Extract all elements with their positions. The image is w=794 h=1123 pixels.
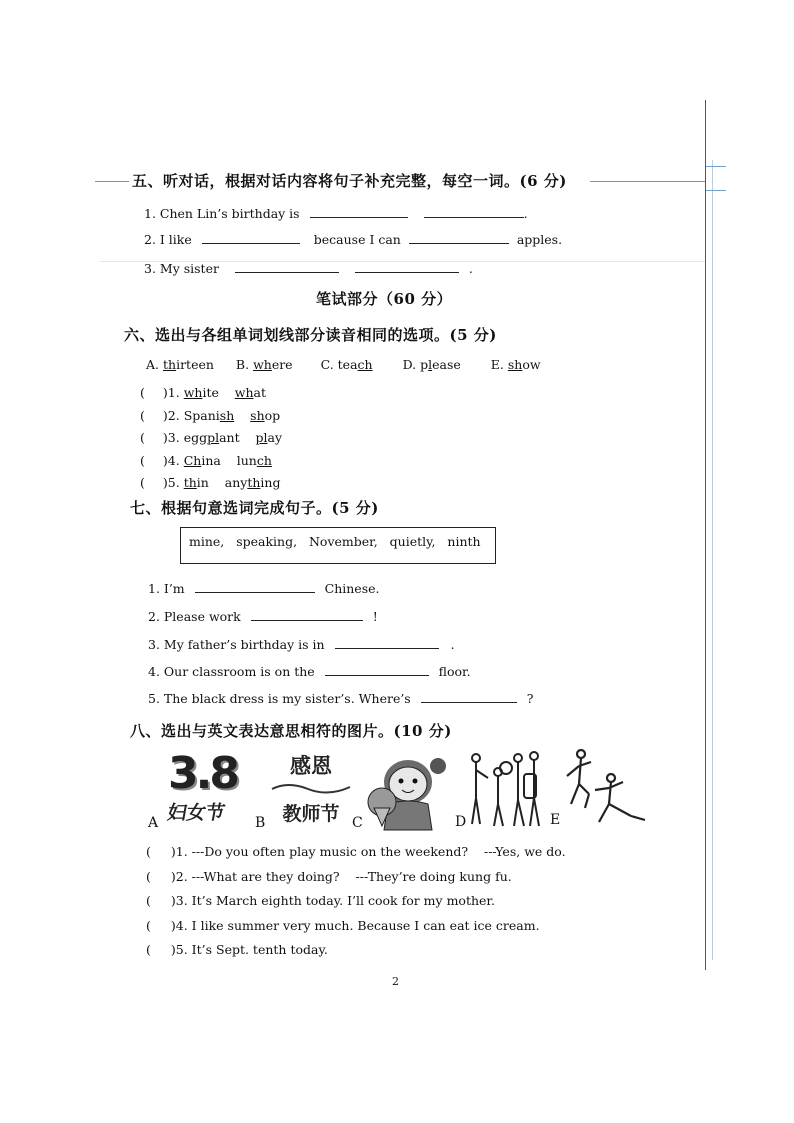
option-c: C. teach [320,357,373,372]
section7-item-3: 3. My father’s birthday is in . [148,637,455,652]
scan-artifact-line [706,166,726,167]
girl-ice-cream-icon [360,752,450,832]
item-text: 2. I like [144,232,192,247]
option-e: E. show [490,357,541,372]
scan-artifact-line [95,181,129,182]
section7-item-2: 2. Please work ! [148,609,378,624]
kung-fu-icon [565,746,649,828]
answer-blank[interactable] [335,636,439,649]
section5-item-2 [144,231,562,247]
list-item: ( )4. China lunch [140,452,272,468]
section7-item-5: 5. The black dress is my sister’s. Where’s ? [148,691,534,706]
section8-items [146,840,566,963]
answer-blank[interactable] [235,260,339,273]
answer-blank[interactable] [325,663,429,676]
section7-title: 七、根据句意选词完成句子。(5 分) [130,499,379,517]
answer-blank[interactable] [195,580,315,593]
womens-day-caption: 妇女节 [165,802,227,824]
section7-item-1: 1. I’m Chinese. [148,581,380,596]
section6-options [146,357,541,372]
list-item: ( )2. ---What are they doing? ---They’re doing kung fu. [146,868,512,884]
section8-title: 八、选出与英文表达意思相符的图片。(10 分) [130,722,452,740]
page-number: 2 [392,975,399,988]
word-bank-box: mine, speaking, November, quietly, ninth [180,527,496,564]
picture-label-a: A [148,815,159,831]
answer-blank[interactable] [424,205,524,218]
list-item: ( )3. eggplant play [140,430,283,445]
list-item: ( )3. It’s March eighth today. I’ll cook for my mother. [146,893,495,908]
answer-blank[interactable] [421,690,517,703]
scan-artifact-line [590,181,705,182]
teachers-day-caption: 教师节 [282,803,340,825]
scan-artifact-line [706,190,726,191]
item-text: . [523,206,528,221]
band-music-icon [466,748,546,830]
list-item: ( )2. Spanish shop [140,407,281,423]
item-text: . [468,261,473,276]
picture-label-b: B [255,815,266,831]
list-item: ( )4. I like summer very much. Because I can eat ice cream. [146,917,540,933]
section5-title: 五、听对话，根据对话内容将句子补充完整，每空一词。(6 分) [132,172,567,190]
item-text: 1. Chen Lin’s birthday is [144,206,300,221]
section6-title: 六、选出与各组单词划线部分读音相同的选项。(5 分) [124,326,497,344]
answer-blank[interactable] [409,231,509,244]
option-b: B. where [235,357,293,372]
section7-item-4: 4. Our classroom is on the floor. [148,664,471,679]
womens-day-number: 3.8 [168,748,237,799]
answer-blank[interactable] [202,231,300,244]
written-part-heading: 笔试部分（60 分） [316,290,453,308]
section5-item-1 [144,205,528,221]
swirl-icon [268,781,354,795]
list-item: ( )5. It’s Sept. tenth today. [146,942,328,957]
picture-a-womens-day [165,748,256,828]
option-a: A. thirteen [146,357,214,372]
option-d: D. please [402,357,461,372]
answer-blank[interactable] [310,205,408,218]
picture-label-c: C [352,815,363,831]
picture-label-d: D [455,814,467,830]
item-text: 3. My sister [144,261,219,276]
page-edge-line [705,100,706,970]
picture-label-e: E [550,812,561,828]
answer-blank[interactable] [251,608,363,621]
list-item: ( )5. thin anything [140,475,281,490]
section5-item-3 [144,260,473,276]
list-item: ( )1. ---Do you often play music on the weekend? ---Yes, we do. [146,844,566,859]
list-item: ( )1. white what [140,385,267,400]
teachers-day-top: 感恩 [290,754,332,778]
item-text: apples. [516,232,563,247]
section6-items [140,382,282,495]
page-edge-line [712,160,713,960]
picture-b-teachers-day [268,752,354,825]
answer-blank[interactable] [355,260,459,273]
item-text: because I can [313,232,401,247]
